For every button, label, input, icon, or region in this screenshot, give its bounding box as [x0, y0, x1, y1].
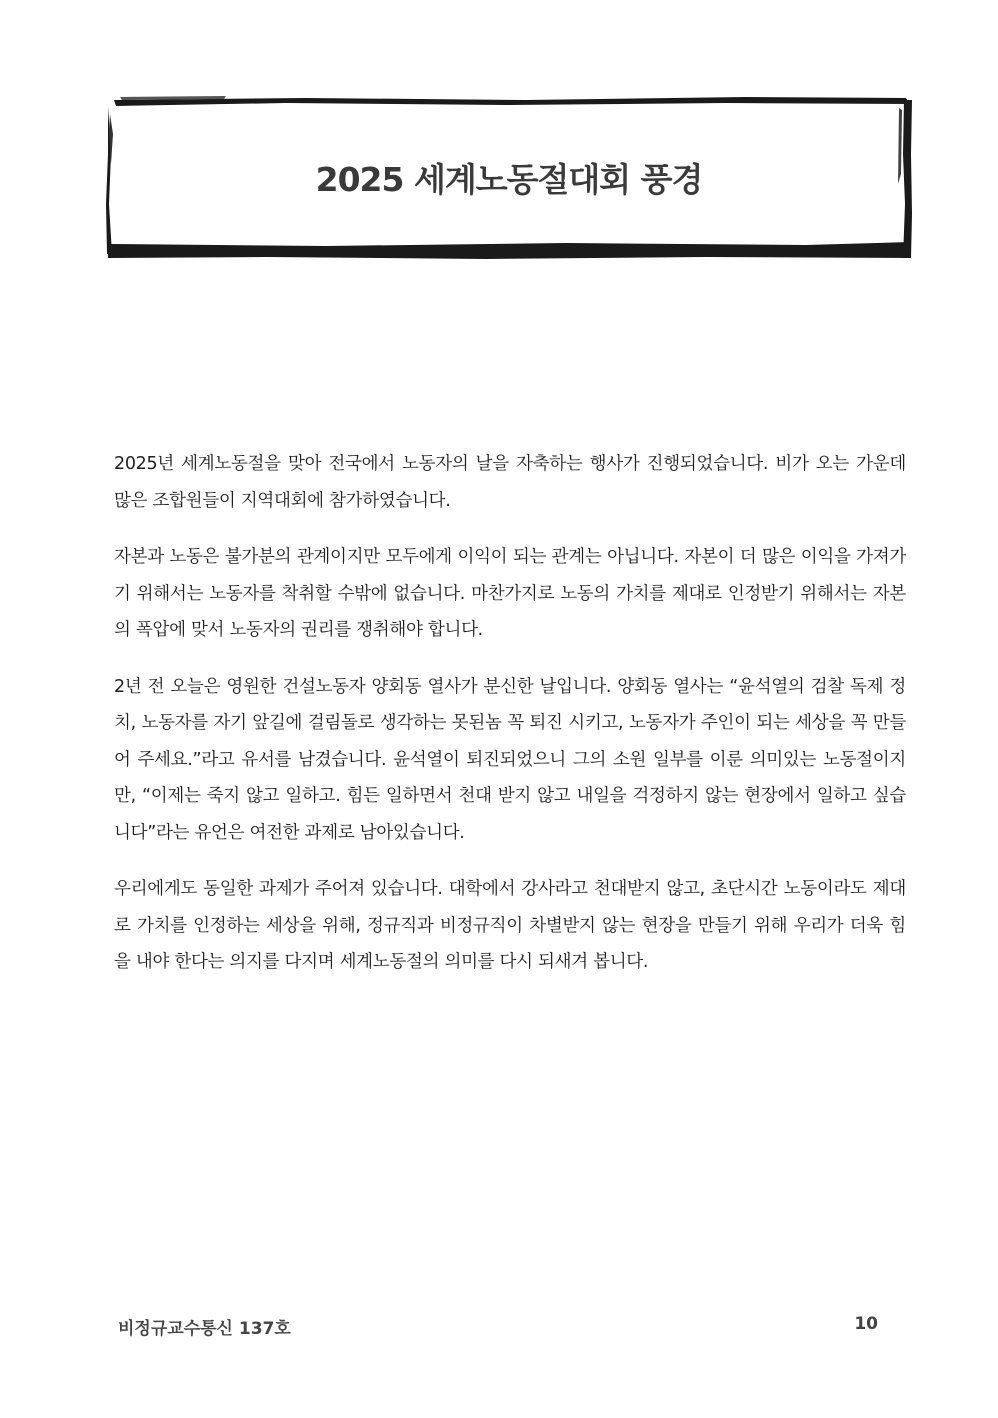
page-title: 2025 세계노동절대회 풍경	[315, 159, 703, 199]
publication-name: 비정규교수통신 137호	[118, 1319, 291, 1339]
paragraph: 2년 전 오늘은 영원한 건설노동자 양회동 열사가 분신한 날입니다. 양회동 열사는 “윤석열의 검찰 독제 정치, 노동자를 자기 앞길에 걸림돌로 생각하는 못된놈 꼭 퇴진 시키고, 노동자가 주인이 되는 세상을 꼭 만들어 주세요.”라고 유서를 남겼습니다. 윤석열이 퇴진되었으니 그의 소원 일부를 이룬 의미있는 노동절이지만, “이제는 죽지 않고 일하고. 힘든 일하면서 천대 받지 않고 내일을 걱정하지 않는 현장에서 일하고 싶습니다”라는 유언은 여전한 과제로 남아있습니다.	[114, 676, 906, 843]
paragraph: 자본과 노동은 불가분의 관계이지만 모두에게 이익이 되는 관계는 아닙니다. 자본이 더 많은 이익을 가져가기 위해서는 노동자를 착취할 수밖에 없습니다. 마찬가지로 노동의 가치를 제대로 인정받기 위해서는 자본의 폭압에 맞서 노동자의 권리를 쟁취해야 합니다.	[114, 547, 906, 640]
paragraph: 2025년 세계노동절을 맞아 전국에서 노동자의 날을 자축하는 행사가 진행되었습니다. 비가 오는 가운데 많은 조합원들이 지역대회에 참가하였습니다.	[114, 454, 906, 511]
title-box	[106, 94, 912, 260]
article-body	[114, 446, 906, 1001]
paragraph: 우리에게도 동일한 과제가 주어져 있습니다. 대학에서 강사라고 천대받지 않고, 초단시간 노동이라도 제대로 가치를 인정하는 세상을 위해, 정규직과 비정규직이 차별받지 않는 현장을 만들기 위해 우리가 더욱 힘을 내야 한다는 의지를 다지며 세계노동절의 의미를 다시 되새겨 봅니다.	[114, 879, 906, 972]
page-number: 10	[854, 1314, 878, 1334]
